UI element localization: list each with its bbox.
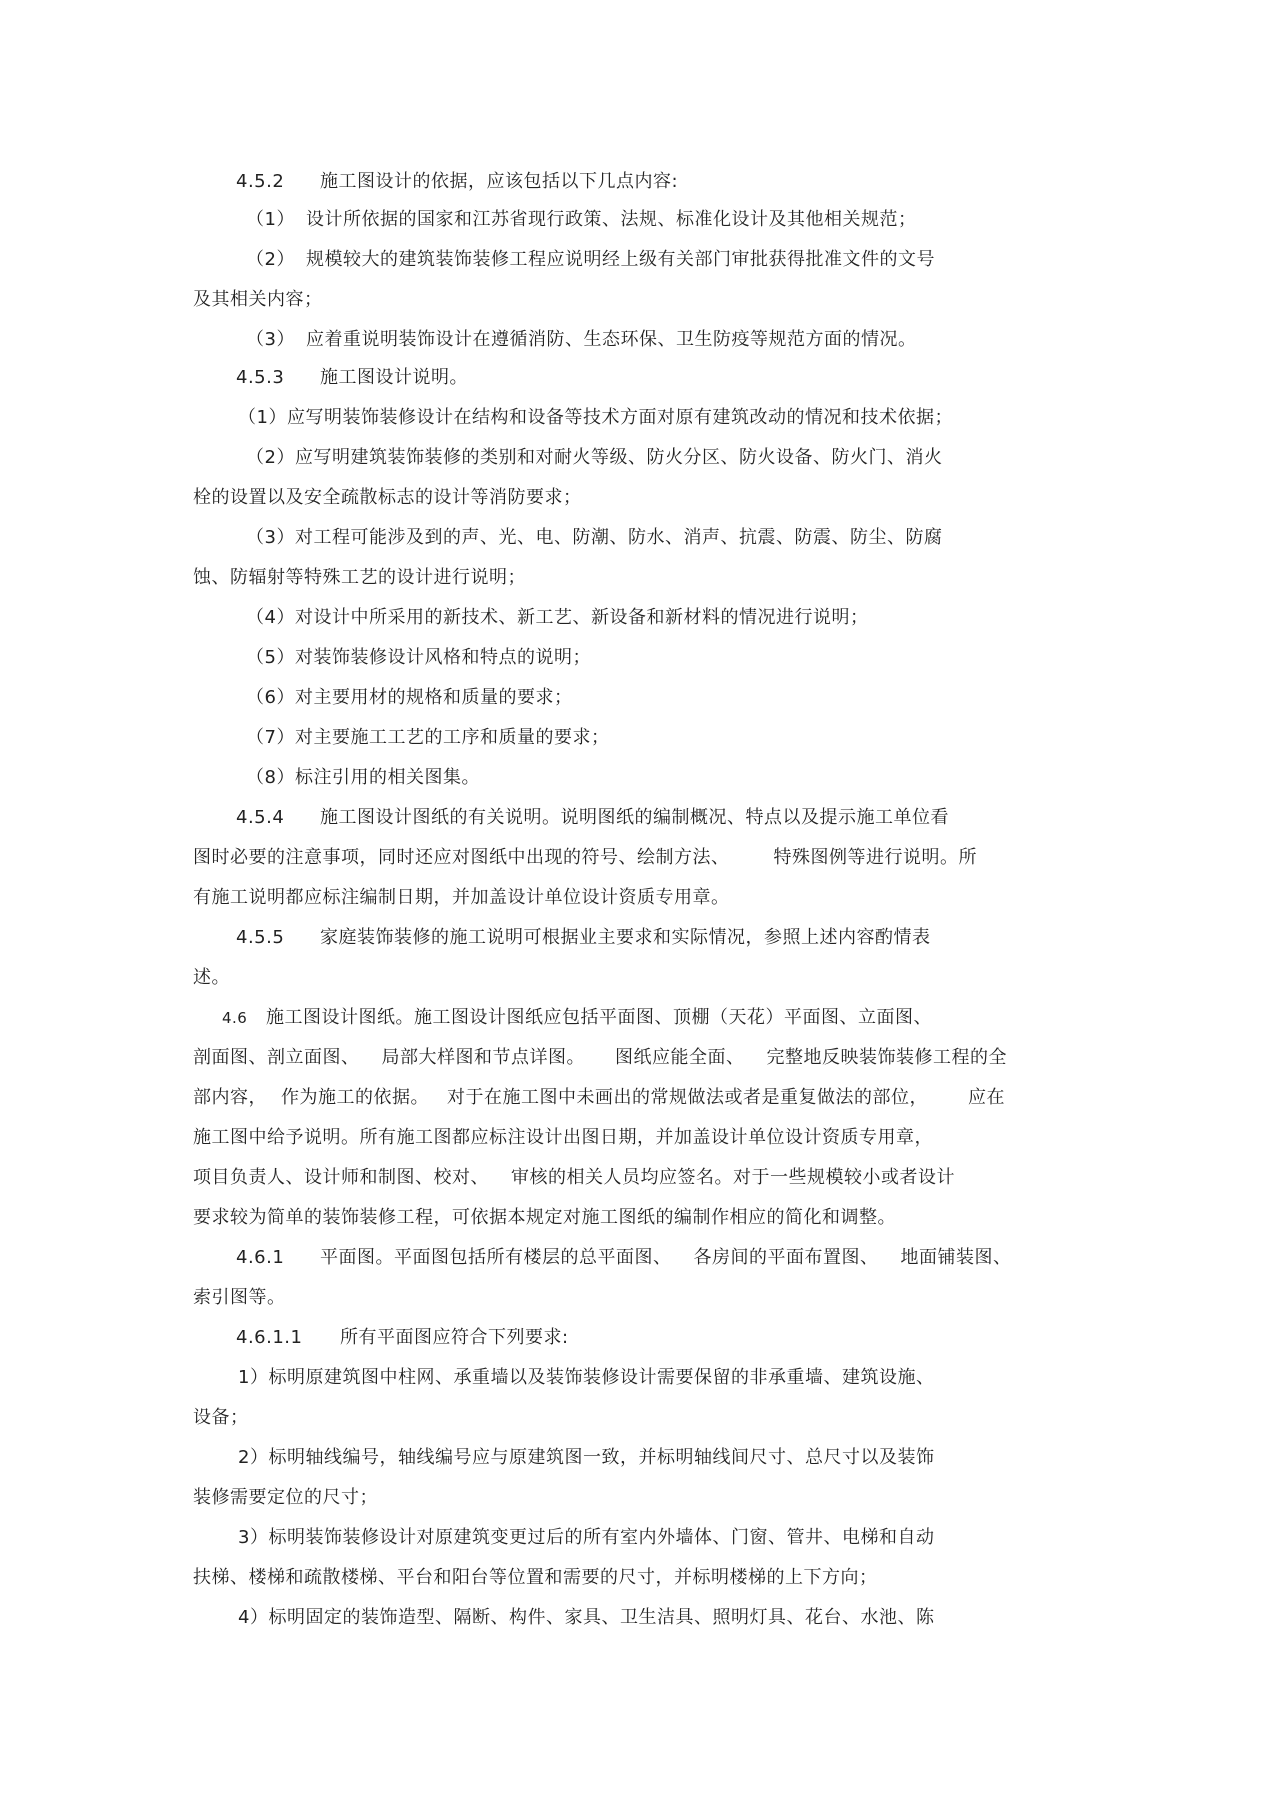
paragraph-line bbox=[193, 1206, 896, 1230]
list-item bbox=[238, 1606, 934, 1630]
paragraph-line bbox=[193, 966, 230, 990]
line-text: （6）对主要用材的规格和质量的要求； bbox=[246, 687, 573, 708]
section-number: 4.5.2 bbox=[236, 171, 285, 192]
line-text-continued: 审核的相关人员均应签名。对于一些规模较小或者设计 bbox=[511, 1167, 955, 1188]
line-text-continued: 特殊图例等进行说明。所 bbox=[773, 847, 977, 868]
line-text-continued: 局部大样图和节点详图。 bbox=[381, 1047, 585, 1068]
line-text-continued: 作为施工的依据。 bbox=[281, 1087, 429, 1108]
paragraph-line bbox=[193, 1566, 878, 1590]
line-text: 项目负责人、设计师和制图、校对、 bbox=[193, 1167, 489, 1188]
section-number: 4.5.3 bbox=[236, 367, 285, 388]
paragraph-line bbox=[193, 846, 977, 870]
line-text-continued: 完整地反映装饰装修工程的全 bbox=[766, 1047, 1007, 1068]
section-4-6 bbox=[222, 1006, 932, 1030]
list-item bbox=[238, 1446, 934, 1470]
line-text: 要求较为简单的装饰装修工程，可依据本规定对施工图纸的编制作相应的简化和调整。 bbox=[193, 1207, 896, 1228]
list-item bbox=[238, 406, 953, 430]
line-text: 设计所依据的国家和江苏省现行政策、法规、标准化设计及其他相关规范； bbox=[306, 209, 917, 230]
section-4-6-1-1 bbox=[236, 1326, 569, 1350]
section-4-5-3 bbox=[236, 366, 468, 390]
section-4-5-2 bbox=[236, 170, 678, 194]
line-text: （3）对工程可能涉及到的声、光、电、防潮、防水、消声、抗震、防震、防尘、防腐 bbox=[246, 527, 943, 548]
paragraph-line bbox=[193, 1286, 286, 1310]
line-text: 施工图设计图纸。施工图设计图纸应包括平面图、顶棚（天花）平面图、立面图、 bbox=[266, 1007, 932, 1028]
item-number: （1） bbox=[246, 209, 295, 230]
line-text: 装修需要定位的尺寸； bbox=[193, 1487, 378, 1508]
line-text: （4）对设计中所采用的新技术、新工艺、新设备和新材料的情况进行说明； bbox=[246, 607, 869, 628]
paragraph-line bbox=[193, 566, 526, 590]
list-item bbox=[246, 726, 609, 750]
line-text-continued: 地面铺装图、 bbox=[900, 1247, 1012, 1268]
paragraph-line bbox=[193, 1046, 1007, 1070]
paragraph-line bbox=[193, 1486, 378, 1510]
line-text: 蚀、防辐射等特殊工艺的设计进行说明； bbox=[193, 567, 526, 588]
line-text: 扶梯、楼梯和疏散楼梯、平台和阳台等位置和需要的尺寸，并标明楼梯的上下方向； bbox=[193, 1567, 878, 1588]
line-text: （8）标注引用的相关图集。 bbox=[246, 767, 480, 788]
list-item bbox=[246, 328, 917, 352]
paragraph-line bbox=[193, 1166, 955, 1190]
line-text: 及其相关内容； bbox=[193, 289, 323, 310]
line-text: 施工图设计的依据，应该包括以下几点内容: bbox=[320, 171, 679, 192]
line-text: 图时必要的注意事项，同时还应对图纸中出现的符号、绘制方法、 bbox=[193, 847, 730, 868]
line-text: 施工图设计说明。 bbox=[320, 367, 468, 388]
line-text: 施工图中给予说明。所有施工图都应标注设计出图日期，并加盖设计单位设计资质专用章， bbox=[193, 1127, 933, 1148]
section-4-5-5 bbox=[236, 926, 931, 950]
line-text: 述。 bbox=[193, 967, 230, 988]
line-text: 施工图设计图纸的有关说明。说明图纸的编制概况、特点以及提示施工单位看 bbox=[320, 807, 949, 828]
section-4-5-4 bbox=[236, 806, 949, 830]
section-number: 4.6.1.1 bbox=[236, 1327, 303, 1348]
paragraph-line bbox=[193, 886, 730, 910]
line-text: （5）对装饰装修设计风格和特点的说明； bbox=[246, 647, 591, 668]
line-text: （2）应写明建筑装饰装修的类别和对耐火等级、防火分区、防火设备、防火门、消火 bbox=[246, 447, 943, 468]
list-item bbox=[246, 446, 942, 470]
line-text: 剖面图、剖立面图、 bbox=[193, 1047, 360, 1068]
paragraph-line bbox=[193, 1086, 1005, 1110]
paragraph-line bbox=[193, 288, 323, 312]
line-text: 家庭装饰装修的施工说明可根据业主要求和实际情况，参照上述内容酌情表 bbox=[320, 927, 931, 948]
paragraph-line bbox=[193, 486, 582, 510]
list-item bbox=[246, 766, 480, 790]
line-text: 4）标明固定的装饰造型、隔断、构件、家具、卫生洁具、照明灯具、花台、水池、陈 bbox=[238, 1607, 935, 1628]
list-item bbox=[246, 686, 572, 710]
paragraph-line bbox=[193, 1126, 933, 1150]
section-number: 4.6.1 bbox=[236, 1247, 285, 1268]
line-text: （7）对主要施工工艺的工序和质量的要求； bbox=[246, 727, 610, 748]
line-text: 应着重说明装饰设计在遵循消防、生态环保、卫生防疫等规范方面的情况。 bbox=[306, 329, 917, 350]
list-item bbox=[246, 248, 935, 272]
line-text-continued: 图纸应能全面、 bbox=[615, 1047, 745, 1068]
line-text: 2）标明轴线编号，轴线编号应与原建筑图一致，并标明轴线间尺寸、总尺寸以及装饰 bbox=[238, 1447, 935, 1468]
line-text-continued: 对于在施工图中未画出的常规做法或者是重复做法的部位， bbox=[447, 1087, 928, 1108]
line-text: 1）标明原建筑图中柱网、承重墙以及装饰装修设计需要保留的非承重墙、建筑设施、 bbox=[238, 1367, 935, 1388]
line-text: 部内容， bbox=[193, 1087, 267, 1108]
list-item bbox=[246, 646, 591, 670]
line-text: 平面图。平面图包括所有楼层的总平面图、 bbox=[320, 1247, 672, 1268]
paragraph-line bbox=[193, 1406, 249, 1430]
line-text: 设备； bbox=[193, 1407, 249, 1428]
item-number: （3） bbox=[246, 329, 295, 350]
line-text: 规模较大的建筑装饰装修工程应说明经上级有关部门审批获得批准文件的文号 bbox=[306, 249, 935, 270]
line-text: （1）应写明装饰装修设计在结构和设备等技术方面对原有建筑改动的情况和技术依据； bbox=[238, 407, 953, 428]
section-4-6-1 bbox=[236, 1246, 1012, 1270]
section-number: 4.5.5 bbox=[236, 927, 285, 948]
line-text: 3）标明装饰装修设计对原建筑变更过后的所有室内外墙体、门窗、管井、电梯和自动 bbox=[238, 1527, 935, 1548]
list-item bbox=[238, 1366, 934, 1390]
line-text: 栓的设置以及安全疏散标志的设计等消防要求； bbox=[193, 487, 582, 508]
line-text-continued: 应在 bbox=[968, 1087, 1005, 1108]
section-number: 4.6 bbox=[222, 1009, 248, 1027]
line-text: 所有平面图应符合下列要求: bbox=[340, 1327, 569, 1348]
item-number: （2） bbox=[246, 249, 295, 270]
list-item bbox=[238, 1526, 934, 1550]
line-text: 索引图等。 bbox=[193, 1287, 286, 1308]
section-number: 4.5.4 bbox=[236, 807, 285, 828]
list-item bbox=[246, 526, 942, 550]
list-item bbox=[246, 606, 868, 630]
line-text-continued: 各房间的平面布置图、 bbox=[693, 1247, 879, 1268]
list-item bbox=[246, 208, 917, 232]
line-text: 有施工说明都应标注编制日期，并加盖设计单位设计资质专用章。 bbox=[193, 887, 730, 908]
